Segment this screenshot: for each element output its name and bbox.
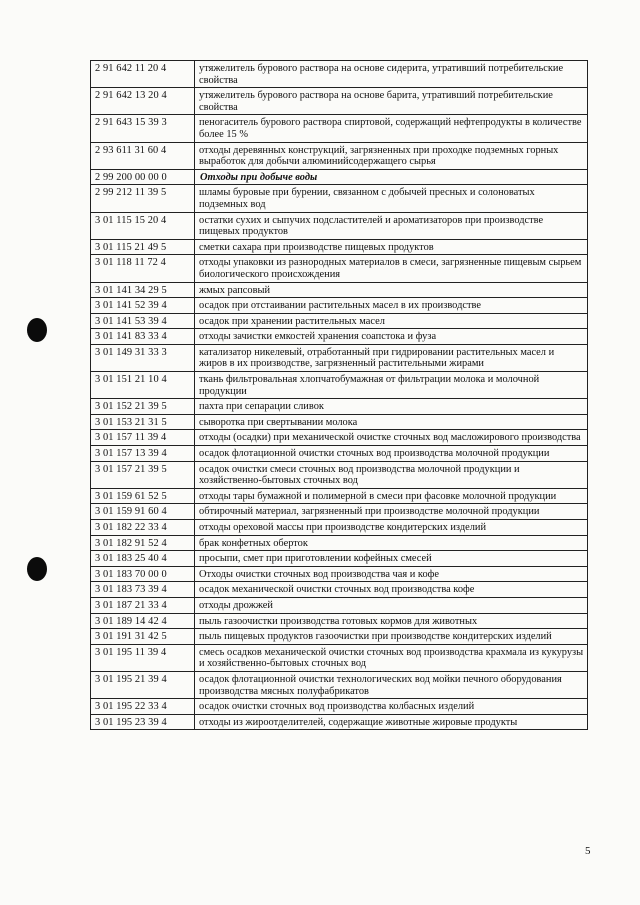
waste-name-cell: жмых рапсовый [195,282,588,298]
waste-code-cell: 3 01 141 52 39 4 [91,298,195,314]
table-row [91,329,588,345]
waste-name-cell: осадок очистки смеси сточных вод производства молочной продукции и хозяйственно-бытовых сточных вод [195,461,588,488]
table-row [91,504,588,520]
table-row [91,535,588,551]
waste-name-cell: пахта при сепарации сливок [195,399,588,415]
waste-catalog-table [90,60,588,730]
page-number: 5 [585,845,591,857]
waste-code-cell: 2 91 642 13 20 4 [91,88,195,115]
waste-code-cell: 2 91 643 15 39 3 [91,115,195,142]
table-row [91,582,588,598]
table-body [91,61,588,730]
table-row [91,399,588,415]
group-heading-cell: Отходы очистки сточных вод производства чая и кофе [195,566,588,582]
waste-code-cell: 3 01 183 70 00 0 [91,566,195,582]
table-row [91,699,588,715]
waste-name-cell: брак конфетных оберток [195,535,588,551]
table-row [91,115,588,142]
waste-name-cell: утяжелитель бурового раствора на основе сидерита, утративший потребительские свойства [195,61,588,88]
waste-name-cell: отходы ореховой массы при производстве кондитерских изделий [195,520,588,536]
waste-code-cell: 3 01 183 73 39 4 [91,582,195,598]
table-row [91,239,588,255]
waste-name-cell: отходы (осадки) при механической очистке сточных вод масложирового производства [195,430,588,446]
waste-name-cell: осадок при отстаивании растительных масел в их производстве [195,298,588,314]
waste-code-cell: 3 01 195 23 39 4 [91,714,195,730]
table-row [91,461,588,488]
waste-name-cell: сыворотка при свертывании молока [195,414,588,430]
waste-code-cell: 3 01 159 61 52 5 [91,488,195,504]
waste-code-cell: 3 01 182 91 52 4 [91,535,195,551]
table-row [91,613,588,629]
waste-code-cell: 3 01 141 53 39 4 [91,313,195,329]
waste-code-cell: 3 01 189 14 42 4 [91,613,195,629]
waste-code-cell: 2 99 200 00 00 0 [91,169,195,185]
table-row [91,714,588,730]
waste-code-cell: 3 01 157 21 39 5 [91,461,195,488]
waste-name-cell: осадок при хранении растительных масел [195,313,588,329]
waste-name-cell: осадок флотационной очистки технологических вод мойки печного оборудования производства мясных полуфабрикатов [195,671,588,698]
waste-name-cell: осадок очистки сточных вод производства колбасных изделий [195,699,588,715]
table-row [91,644,588,671]
table-row [91,430,588,446]
waste-name-cell: катализатор никелевый, отработанный при гидрировании растительных масел и жиров в их производстве, загрязненный растительными жирами [195,344,588,371]
waste-code-cell: 3 01 157 11 39 4 [91,430,195,446]
waste-name-cell: остатки сухих и сыпучих подсластителей и ароматизаторов при производстве пищевых продуктов [195,212,588,239]
waste-code-cell: 3 01 183 25 40 4 [91,551,195,567]
waste-name-cell: отходы из жироотделителей, содержащие животные жировые продукты [195,714,588,730]
table-row [91,212,588,239]
waste-code-cell: 3 01 151 21 10 4 [91,372,195,399]
waste-name-cell: ткань фильтровальная хлопчатобумажная от фильтрации молока и молочной продукции [195,372,588,399]
group-heading-cell: Отходы при добыче воды [195,169,588,185]
waste-name-cell: отходы тары бумажной и полимерной в смеси при фасовке молочной продукции [195,488,588,504]
waste-code-cell: 3 01 141 83 33 4 [91,329,195,345]
table-row [91,597,588,613]
waste-name-cell: пыль пищевых продуктов газоочистки при производстве кондитерских изделий [195,629,588,645]
punch-hole [27,557,47,581]
table-row [91,88,588,115]
waste-code-cell: 3 01 153 21 31 5 [91,414,195,430]
waste-name-cell: сметки сахара при производстве пищевых продуктов [195,239,588,255]
waste-code-cell: 3 01 182 22 33 4 [91,520,195,536]
table-row [91,169,588,185]
waste-name-cell: отходы деревянных конструкций, загрязненных при проходке подземных горных выработок для добычи алюминийсодержащего сырья [195,142,588,169]
table-row [91,671,588,698]
waste-code-cell: 3 01 149 31 33 3 [91,344,195,371]
waste-name-cell: просыпи, смет при приготовлении кофейных смесей [195,551,588,567]
waste-code-cell: 3 01 195 11 39 4 [91,644,195,671]
waste-code-cell: 3 01 195 21 39 4 [91,671,195,698]
waste-name-cell: пеногаситель бурового раствора спиртовой, содержащий нефтепродукты в количестве более 15 % [195,115,588,142]
table-row [91,566,588,582]
waste-code-cell: 3 01 159 91 60 4 [91,504,195,520]
table-row [91,282,588,298]
waste-code-cell: 3 01 195 22 33 4 [91,699,195,715]
table-row [91,61,588,88]
waste-name-cell: отходы зачистки емкостей хранения соапстока и фуза [195,329,588,345]
waste-code-cell: 2 93 611 31 60 4 [91,142,195,169]
table-row [91,446,588,462]
waste-code-cell: 3 01 141 34 29 5 [91,282,195,298]
waste-code-cell: 2 99 212 11 39 5 [91,185,195,212]
table-row [91,414,588,430]
waste-code-cell: 3 01 157 13 39 4 [91,446,195,462]
table-row [91,372,588,399]
table-row [91,551,588,567]
waste-name-cell: отходы упаковки из разнородных материалов в смеси, загрязненные пищевым сырьем биологического происхождения [195,255,588,282]
waste-code-cell: 3 01 118 11 72 4 [91,255,195,282]
table-row [91,142,588,169]
table-row [91,629,588,645]
table-row [91,344,588,371]
waste-name-cell: осадок флотационной очистки сточных вод производства молочной продукции [195,446,588,462]
waste-code-cell: 3 01 191 31 42 5 [91,629,195,645]
waste-name-cell: шламы буровые при бурении, связанном с добычей пресных и солоноватых подземных вод [195,185,588,212]
table-row [91,298,588,314]
punch-hole [27,318,47,342]
waste-code-cell: 2 91 642 11 20 4 [91,61,195,88]
waste-code-cell: 3 01 152 21 39 5 [91,399,195,415]
table-row [91,520,588,536]
waste-code-cell: 3 01 187 21 33 4 [91,597,195,613]
waste-name-cell: пыль газоочистки производства готовых кормов для животных [195,613,588,629]
table-row [91,488,588,504]
waste-code-cell: 3 01 115 21 49 5 [91,239,195,255]
table-row [91,185,588,212]
waste-name-cell: обтирочный материал, загрязненный при производстве молочной продукции [195,504,588,520]
waste-name-cell: осадок механической очистки сточных вод производства кофе [195,582,588,598]
waste-name-cell: отходы дрожжей [195,597,588,613]
waste-code-cell: 3 01 115 15 20 4 [91,212,195,239]
waste-name-cell: утяжелитель бурового раствора на основе барита, утративший потребительские свойства [195,88,588,115]
table-row [91,313,588,329]
table-row [91,255,588,282]
waste-name-cell: смесь осадков механической очистки сточных вод производства крахмала из кукурузы и хозяйственно-бытовых сточных вод [195,644,588,671]
